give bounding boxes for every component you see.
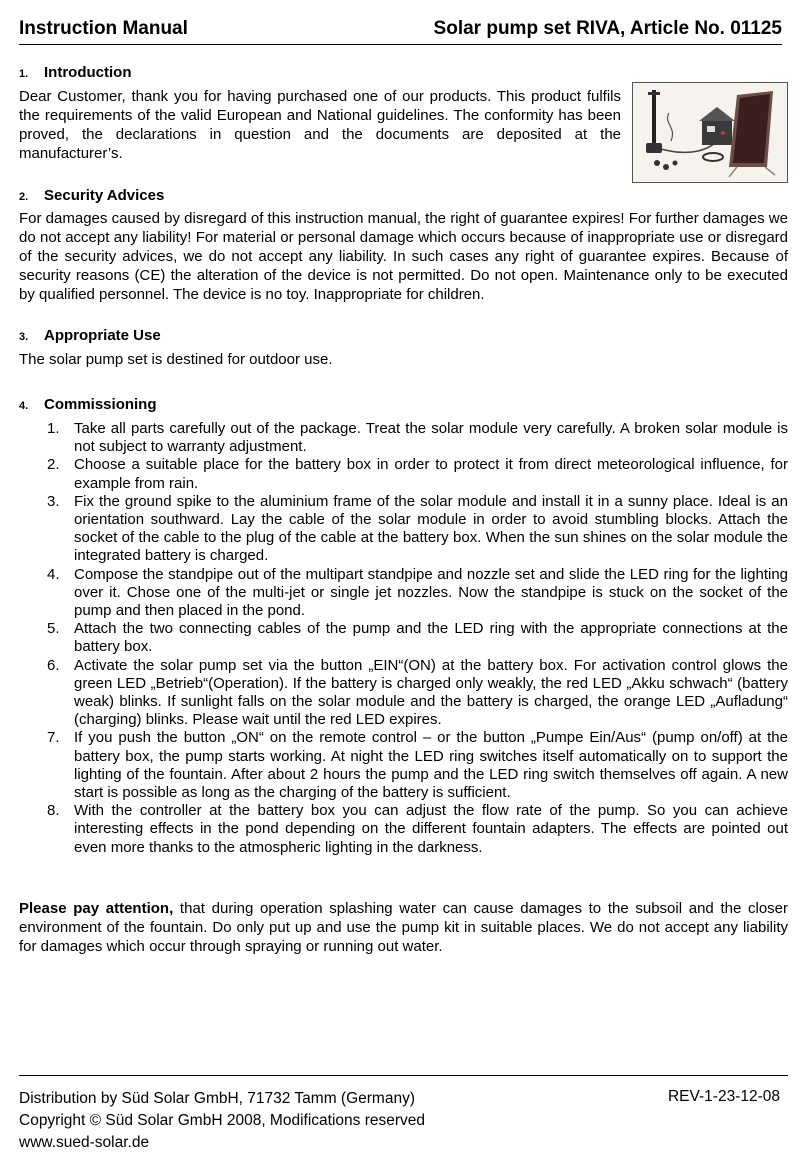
step-text: Fix the ground spike to the aluminium frame of the solar module and install it in a sunny place. Ideal is an orientation southward. Lay the cable of the solar module in order to avoid stumbling blocks. Attach the socket of the cable to the plug of the cable at the battery box. When the sun shines on the solar module the integrated battery is charged.	[74, 492, 788, 565]
product-illustration	[633, 83, 787, 182]
footer-copyright: Copyright © Süd Solar GmbH 2008, Modifications reserved	[19, 1112, 425, 1129]
section-title: Introduction	[44, 64, 132, 81]
step-text: If you push the button „ON“ on the remote control – or the button „Pumpe Ein/Aus“ (pump on/off) at the battery box, the pump starts working. At night the LED ring switches itself automatically on to support the lighting of the fountain. After about 2 hours the pump and the LED ring switch themselves off again. A new start is possible as long as the charging of the battery is sufficient.	[74, 729, 788, 802]
attention-note	[19, 899, 788, 956]
step-number: 6.	[47, 656, 60, 674]
step-number: 2.	[47, 456, 60, 474]
list-item	[19, 566, 788, 621]
list-item	[19, 802, 788, 857]
commissioning-steps	[19, 420, 788, 857]
step-number: 3.	[47, 492, 60, 510]
introduction-text: Dear Customer, thank you for having purchased one of our products. This product fulfils the requirements of the valid European and National guidelines. The conformity has been proved, the declarations in question and the documents are deposited at the manufacturer’s.	[19, 88, 621, 162]
list-item	[19, 729, 788, 802]
section-number: 3.	[19, 331, 29, 343]
manual-title: Instruction Manual	[19, 18, 188, 39]
step-text: Choose a suitable place for the battery box in order to protect it from direct meteorological influence, for example from rain.	[74, 456, 788, 492]
step-text: Compose the standpipe out of the multipart standpipe and nozzle set and slide the LED ring for the lighting over it. Chose one of the multi-jet or single jet nozzles. Now the standpipe is stuck on the socket of the pump and then placed in the pond.	[74, 565, 788, 620]
section-heading-introduction	[19, 64, 131, 83]
section-title: Commissioning	[44, 396, 157, 413]
footer-info	[19, 1088, 425, 1154]
section-number: 4.	[19, 400, 29, 412]
revision-code: REV-1-23-12-08	[667, 1088, 780, 1105]
step-text: Attach the two connecting cables of the pump and the LED ring with the appropriate connections at the battery box.	[74, 620, 788, 656]
section-title: Security Advices	[44, 187, 165, 204]
list-item	[19, 456, 788, 492]
list-item	[19, 493, 788, 566]
product-photo	[632, 82, 788, 183]
section-heading-commissioning	[19, 396, 157, 415]
appropriate-use-text: The solar pump set is destined for outdoor use.	[19, 351, 333, 368]
list-item	[19, 657, 788, 730]
footer-divider	[19, 1075, 788, 1076]
step-text: Take all parts carefully out of the package. Treat the solar module very carefully. A broken solar module is not subject to warranty adjustment.	[74, 420, 788, 456]
list-item	[19, 620, 788, 656]
section-number: 1.	[19, 68, 29, 80]
product-title: Solar pump set RIVA, Article No. 01125	[433, 18, 782, 39]
attention-label: Please pay attention,	[19, 900, 174, 917]
section-heading-security-advices	[19, 187, 164, 206]
step-text: With the controller at the battery box you can adjust the flow rate of the pump. So you can achieve interesting effects in the pond depending on the different fountain adapters. The effects are pointed out even more thanks to the atmospheric lighting in the darkness.	[74, 802, 788, 856]
section-number: 2.	[19, 191, 29, 203]
security-advices-text: For damages caused by disregard of this instruction manual, the right of guarantee expires! For further damages we do not accept any liability! For material or personal damage which occurs because of inappropriate use or disregard of the security advices, we do not accept any liability. In such cases any right of guarantee expires. Because of security reasons (CE) the alteration of the device is not permitted. Do not open. Maintenance only to be executed by qualified personnel. The device is no toy. Inappropriate for children.	[19, 210, 788, 303]
step-number: 8.	[47, 802, 60, 820]
step-number: 5.	[47, 620, 60, 638]
section-title: Appropriate Use	[44, 327, 161, 344]
footer-distribution: Distribution by Süd Solar GmbH, 71732 Tamm (Germany)	[19, 1090, 415, 1107]
page-header	[19, 16, 782, 45]
attention-text: that during operation splashing water can cause damages to the subsoil and the closer environment of the fountain. Do only put up and use the pump kit in suitable places. We do not accept any liability for damages which occur through spraying or running out water.	[19, 900, 788, 955]
step-number: 1.	[47, 420, 60, 437]
step-text: Activate the solar pump set via the button „EIN“(ON) at the battery box. For activation control glows the green LED „Betrieb“(Operation). If the battery is charged only weakly, the red LED „Akku schwach“ (battery weak) blinks. If sunlight falls on the solar module and the battery is charged, the orange LED „Aufladung“ (charging) blinks. Please wait until the red LED expires.	[74, 656, 788, 729]
list-item	[19, 420, 788, 456]
step-number: 7.	[47, 729, 60, 747]
step-number: 4.	[47, 565, 60, 583]
section-heading-appropriate-use	[19, 327, 161, 346]
footer-website: www.sued-solar.de	[19, 1134, 150, 1151]
